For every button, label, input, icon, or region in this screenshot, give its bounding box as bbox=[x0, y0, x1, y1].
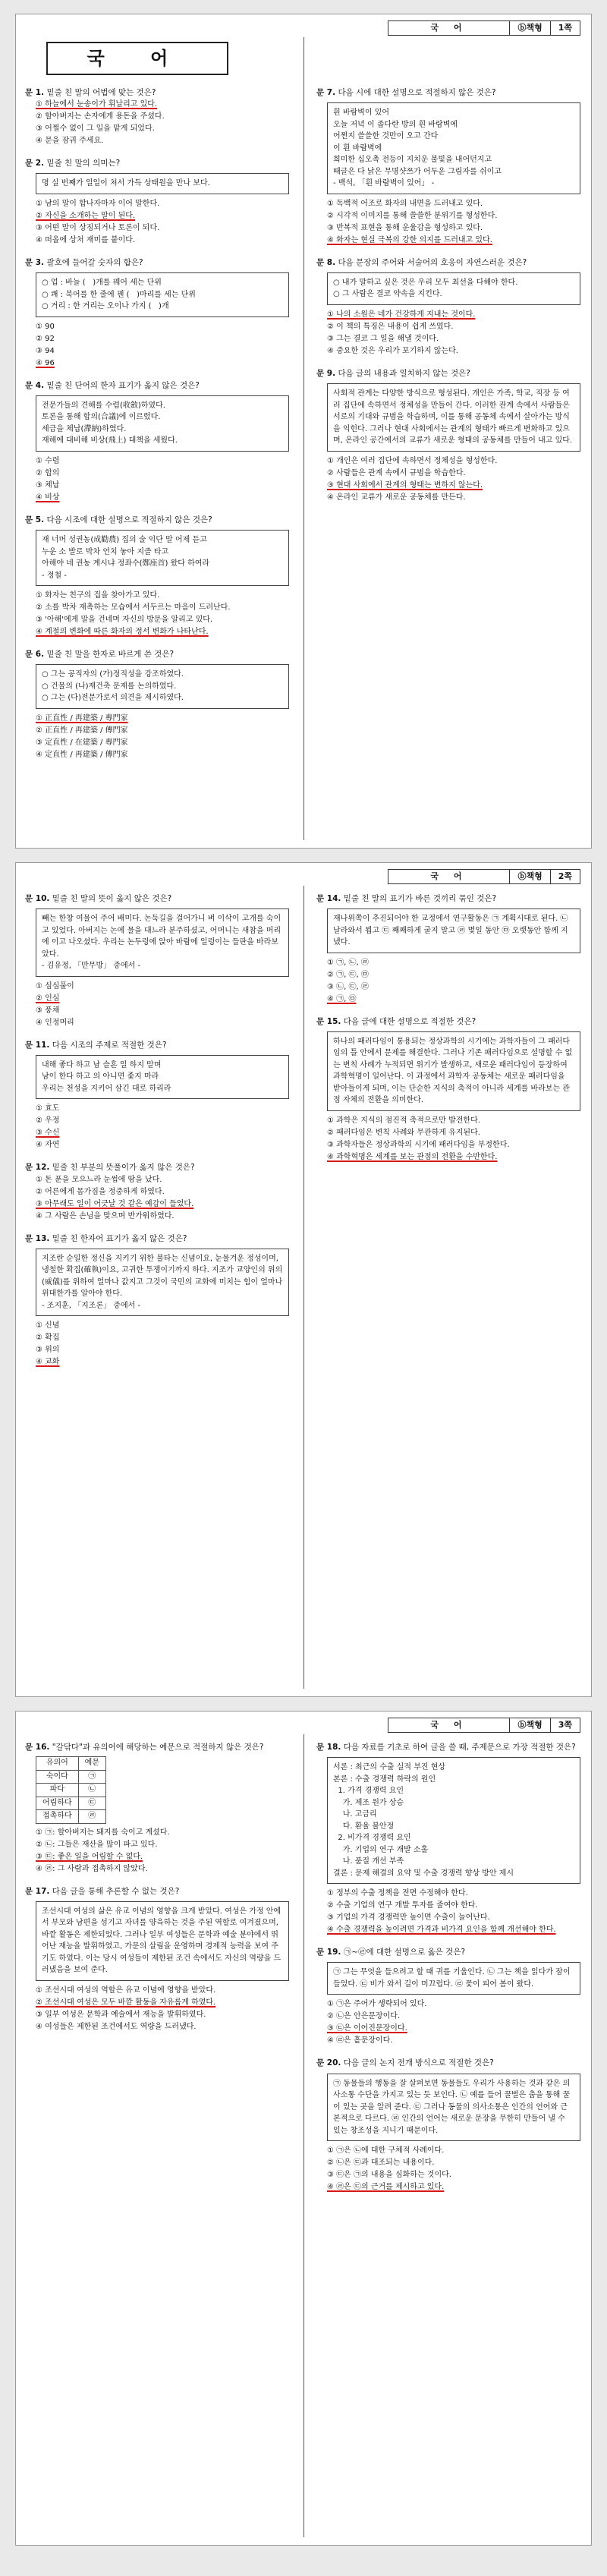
question-19 bbox=[316, 1947, 580, 2047]
answer-option-2[interactable]: ② 자신을 소개하는 말이 된다. bbox=[36, 211, 136, 220]
answer-option-1[interactable]: ① 조선시대 여성의 역할은 유교 이념에 영향을 받았다. bbox=[36, 1986, 216, 1995]
passage-box: 서론 : 최근의 수출 실적 부진 현상 본론 : 수출 경쟁력 하락의 원인 1. 가격 경쟁력 요인 가. 제조 원가 상승 나. 고금리 다. 환율 불안정 2. 비가격 경쟁력 요인 가. 기업의 연구 개발 소홀 나. 품질 개선 부족 결론 : 문제 해결의 요약 및 수출 경쟁력 향상 방안 제시 bbox=[327, 1757, 580, 1884]
table-cell: 파다 bbox=[36, 1784, 79, 1797]
answer-option-2[interactable]: ② 소를 박차 재촉하는 모습에서 서두르는 마음이 드러난다. bbox=[36, 603, 231, 613]
answer-option-3[interactable]: ③ 어떤 말이 상징되거나 토론이 되다. bbox=[36, 223, 160, 232]
question-13 bbox=[25, 1233, 289, 1369]
question-number: 문 18. bbox=[316, 1743, 341, 1752]
exam-page-1 bbox=[15, 14, 592, 849]
header-subject: 국 어 bbox=[388, 870, 510, 883]
table-header-cell: 예문 bbox=[78, 1757, 105, 1771]
question-stem: 밑줄 친 말의 표기가 바른 것끼리 묶인 것은? bbox=[343, 894, 497, 903]
question-number: 문 7. bbox=[316, 88, 336, 97]
question-18 bbox=[316, 1742, 580, 1936]
question-6 bbox=[25, 649, 289, 761]
answer-option-1[interactable]: ① 개인은 여러 집단에 속하면서 정체성을 형성한다. bbox=[327, 456, 498, 465]
question-text bbox=[25, 257, 289, 269]
answer-option-2[interactable]: ② 우정 bbox=[36, 1116, 60, 1126]
question-text bbox=[316, 87, 580, 99]
question-stem: 다음 시조에 대한 설명으로 적절하지 않은 것은? bbox=[46, 515, 212, 524]
question-9 bbox=[316, 368, 580, 504]
column-left bbox=[25, 1742, 289, 2044]
question-number: 문 6. bbox=[25, 650, 45, 660]
answer-option-4[interactable]: ④ 인정머리 bbox=[36, 1018, 74, 1027]
question-stem: 밑줄 친 단어의 한자 표기가 옳지 않은 것은? bbox=[46, 380, 200, 390]
answer-option-3[interactable]: ③ 현대 사회에서 관계의 형태는 변하지 않는다. bbox=[327, 480, 483, 490]
answer-option-4[interactable]: ④ 온라인 교류가 새로운 공동체를 만든다. bbox=[327, 493, 466, 502]
answer-option-1[interactable]: ① ㉠, ㉡, ㉣ bbox=[327, 958, 369, 967]
header-page: 3쪽 bbox=[558, 1720, 572, 1730]
answer-option-4[interactable]: ④ 과학혁명은 세계를 보는 관점의 전환을 수반한다. bbox=[327, 1152, 498, 1161]
passage-box: 지조란 순일한 정신을 지키기 위한 불타는 신념이요, 눈물겨운 정성이며, 냉철한 확집(確執)이요, 고귀한 투쟁이기까지 하다. 지조가 교양인의 위의(威儀)를 위하여 얼마나 값지고 그것이 국민의 교화에 미치는 힘이 얼마나 위대한가를 알아야 한다. - 조지훈, 「지조론」 중에서 - bbox=[36, 1249, 289, 1317]
question-text bbox=[25, 515, 289, 526]
answer-option-3[interactable]: ③ 定直性 / 在建築 / 專門家 bbox=[36, 738, 128, 747]
answer-option-1[interactable]: ① 나의 소원은 네가 건강하게 지내는 것이다. bbox=[327, 310, 476, 319]
question-stem: "갈닦다"과 유의어에 해당하는 예문으로 적절하지 않은 것은? bbox=[52, 1743, 264, 1752]
question-20 bbox=[316, 2058, 580, 2193]
answer-option-4[interactable]: ④ 교화 bbox=[36, 1358, 60, 1367]
header-form: ⓑ책형 bbox=[510, 1718, 550, 1732]
table-row bbox=[36, 1770, 106, 1784]
answer-option-4[interactable]: ④ 계절의 변화에 따른 화자의 정서 변화가 나타난다. bbox=[36, 628, 209, 637]
question-number: 문 8. bbox=[316, 257, 336, 267]
question-16 bbox=[25, 1742, 289, 1875]
table-cell: 숙이다 bbox=[36, 1770, 79, 1784]
answer-option-1[interactable]: ① 정부의 수출 정책을 전면 수정해야 한다. bbox=[327, 1889, 468, 1898]
answer-option-1[interactable]: ① 90 bbox=[36, 322, 55, 331]
header-form: ⓑ책형 bbox=[510, 870, 550, 883]
question-stem: 다음 글에 대한 설명으로 적절한 것은? bbox=[343, 1016, 476, 1026]
answer-option-1[interactable]: ① 화자는 친구의 집을 찾아가고 있다. bbox=[36, 591, 160, 600]
question-7 bbox=[316, 87, 580, 247]
answer-option-4[interactable]: ④ ㉣: 그 사람과 접촉하지 않았다. bbox=[36, 1864, 148, 1873]
answer-option-2[interactable]: ② ㉡은 안은문장이다. bbox=[327, 2012, 401, 2021]
question-3 bbox=[25, 257, 289, 370]
passage-box: ○ 그는 공직자의 (가)정직성을 강조하였다. ○ 건물의 (나)재건축 문제를 논의하였다. ○ 그는 (다)전문가로서 의견을 제시하였다. bbox=[36, 664, 289, 709]
answer-option-3[interactable]: ③ 위의 bbox=[36, 1346, 60, 1355]
answer-option-4[interactable]: ④ ㉣은 ㉢의 근거를 제시하고 있다. bbox=[327, 2183, 445, 2192]
table-cell: ㉡ bbox=[78, 1784, 105, 1797]
answer-option-2[interactable]: ② 수출 기업의 연구 개발 투자를 줄여야 한다. bbox=[327, 1901, 478, 1910]
table-row bbox=[36, 1810, 106, 1824]
question-number: 문 3. bbox=[25, 257, 45, 267]
table-cell: 어림하다 bbox=[36, 1797, 79, 1810]
answer-option-3[interactable]: ③ 아무래도 일이 어긋날 것 같은 예감이 들었다. bbox=[36, 1199, 194, 1208]
passage-box: 재 너머 성권농(成勸農) 집의 술 익단 말 어제 듣고 누운 소 발로 박차 언치 놓아 지즐 타고 아해야 네 권농 계시냐 정좌수(鄭座首) 왔다 하여라 - 정철 - bbox=[36, 530, 289, 586]
question-text bbox=[316, 1947, 580, 1958]
answer-option-4[interactable]: ④ ㉣은 홑문장이다. bbox=[327, 2036, 393, 2045]
question-text bbox=[25, 1233, 289, 1245]
question-1 bbox=[25, 87, 289, 147]
header-subject: 국 어 bbox=[388, 21, 510, 35]
question-number: 문 15. bbox=[316, 1016, 341, 1026]
exam-page-3 bbox=[15, 1711, 592, 2546]
question-number: 문 16. bbox=[25, 1743, 50, 1752]
answer-option-3[interactable]: ③ 풍채 bbox=[36, 1006, 60, 1015]
question-number: 문 19. bbox=[316, 1948, 341, 1957]
answer-option-1[interactable]: ① ㉠: 할아버지는 돼지를 숙이고 계셨다. bbox=[36, 1828, 170, 1837]
answer-option-1[interactable]: ① 하늘에서 눈송이가 휘날리고 있다. bbox=[36, 100, 158, 109]
header-form: ⓑ책형 bbox=[510, 21, 550, 35]
question-number: 문 2. bbox=[25, 159, 45, 168]
question-stem: 밑줄 친 말의 어법에 맞는 것은? bbox=[46, 88, 156, 97]
question-stem: 다음 시조의 주제로 적절한 것은? bbox=[52, 1040, 167, 1050]
table-cell: ㉠ bbox=[78, 1770, 105, 1784]
table-cell: ㉣ bbox=[78, 1810, 105, 1824]
passage-box: ㉠ 그는 무엇을 들으려고 할 때 귀를 기울인다. ㉡ 그는 책을 읽다가 잠이 들었다. ㉢ 비가 와서 길이 미끄럽다. ㉣ 꽃이 피어 봄이 왔다. bbox=[327, 1962, 580, 1995]
answer-option-3[interactable]: ③ 94 bbox=[36, 346, 55, 355]
question-stem: 밑줄 친 부분의 뜻풀이가 옳지 않은 것은? bbox=[52, 1163, 195, 1173]
answer-option-2[interactable]: ② 92 bbox=[36, 334, 55, 343]
page-header bbox=[388, 869, 580, 884]
question-stem: ㉠~㉣에 대한 설명으로 옳은 것은? bbox=[343, 1948, 466, 1957]
table-cell: ㉢ bbox=[78, 1797, 105, 1810]
answer-option-3[interactable]: ③ 수신 bbox=[36, 1129, 60, 1138]
passage-box: 명 실 번째가 일일이 쳐서 가득 상태원을 만나 보다. bbox=[36, 173, 289, 194]
synonym-table bbox=[36, 1756, 106, 1824]
question-text bbox=[25, 893, 289, 905]
passage-box: 조선시대 여성의 삶은 유교 이념의 영향을 크게 받았다. 여성은 가정 안에서 부모와 남편을 섬기고 자녀를 양육하는 것을 주된 역할로 여겨졌으며, 바깥 활동은 제한되었다. 그러나 일부 여성들은 문학과 예술 분야에서 뛰어난 재능을 발휘하였고, 가문의 살림을 운영하며 경제적 능력을 보여 주기도 하였다. 이는 당시 여성들이 제한된 조건 속에서도 자신의 역량을 드러냈음을 보여 준다. bbox=[36, 1901, 289, 1981]
question-stem: 밑줄 친 말의 뜻이 옳지 않은 것은? bbox=[52, 894, 172, 903]
question-text bbox=[25, 649, 289, 660]
passage-box: 빼는 한창 여물어 주어 배미다. 논둑길을 걸어가니 벼 이삭이 고개를 숙이고 있었다. 아버지는 논에 물을 대느라 분주하셨고, 어머니는 새참을 머리에 이고 나오셨다. 우리는 논두렁에 앉아 바람에 일렁이는 들판을 바라보았다. - 김유정, 「만무방」 중에서 - bbox=[36, 909, 289, 977]
column-left bbox=[25, 893, 289, 1379]
question-text bbox=[25, 87, 289, 99]
passage-box: 흰 바람벽이 있어 오늘 저녁 이 좁다란 방의 흰 바람벽에 어쩐지 쓸쓸한 것만이 오고 간다 이 흰 바람벽에 희미한 십오촉 전등이 지치운 불빛을 내어던지고 때글은 다 낡은 무명샷쯔가 어두운 그림자를 쉬이고 - 백석, 「흰 바람벽이 있어」 - bbox=[327, 102, 580, 194]
question-text bbox=[25, 1742, 289, 1753]
question-stem: 다음 시에 대한 설명으로 적절하지 않은 것은? bbox=[338, 88, 496, 97]
answer-option-4[interactable]: ④ 떠올에 상처 재미를 붙이다. bbox=[36, 235, 136, 244]
answer-option-2[interactable]: ② 조선시대 여성은 모두 바깥 활동을 자유롭게 하였다. bbox=[36, 1998, 216, 2007]
question-number: 문 10. bbox=[25, 894, 50, 903]
column-right bbox=[316, 87, 580, 515]
header-subject: 국 어 bbox=[388, 1718, 510, 1732]
answer-option-1[interactable]: ① 심심풀이 bbox=[36, 981, 74, 990]
answer-option-3[interactable]: ③ 어쩔수 없이 그 일을 맡게 되었다. bbox=[36, 124, 155, 134]
question-8 bbox=[316, 257, 580, 357]
question-11 bbox=[25, 1040, 289, 1152]
question-number: 문 13. bbox=[25, 1233, 50, 1243]
answer-option-2[interactable]: ② 합의 bbox=[36, 468, 60, 477]
question-text bbox=[316, 1016, 580, 1028]
answer-option-2[interactable]: ② 인심 bbox=[36, 994, 60, 1003]
answer-option-4[interactable]: ④ ㉠, ㉤ bbox=[327, 994, 357, 1003]
table-header-row bbox=[36, 1757, 106, 1771]
table-header-cell: 유의어 bbox=[36, 1757, 79, 1771]
question-text bbox=[25, 1162, 289, 1173]
question-text bbox=[316, 893, 580, 905]
question-number: 문 20. bbox=[316, 2058, 341, 2068]
question-text bbox=[316, 368, 580, 379]
answer-option-1[interactable]: ① 正直性 / 再建築 / 專門家 bbox=[36, 713, 128, 723]
passage-box: ○ 업 : 바늘 ( )개를 꿰어 세는 단위 ○ 쾌 : 북어를 한 줄에 꿴 ( )마리를 세는 단위 ○ 거리 : 한 거리는 오이나 가지 ( )개 bbox=[36, 272, 289, 317]
answer-option-3[interactable]: ③ 일부 여성은 문학과 예술에서 재능을 발휘하였다. bbox=[36, 2010, 206, 2019]
passage-box: 내해 좋다 하고 남 슬흔 일 하지 말며 남이 한다 하고 의 아니면 좇지 마라 우리는 천성을 지키어 삼긴 대로 하리라 bbox=[36, 1055, 289, 1100]
answer-option-4[interactable]: ④ 중요한 것은 우리가 포기하지 않는다. bbox=[327, 346, 458, 355]
question-stem: 괄호에 들어갈 숫자의 합은? bbox=[46, 257, 143, 267]
question-5 bbox=[25, 515, 289, 638]
question-number: 문 14. bbox=[316, 894, 341, 903]
question-text bbox=[316, 1742, 580, 1753]
question-2 bbox=[25, 158, 289, 247]
answer-option-1[interactable]: ① ㉠은 주어가 생략되어 있다. bbox=[327, 2000, 427, 2009]
question-text bbox=[25, 1040, 289, 1051]
answer-option-2[interactable]: ② ㉡: 그들은 재산을 많이 파고 있다. bbox=[36, 1840, 158, 1849]
question-number: 문 12. bbox=[25, 1163, 50, 1173]
question-stem: 다음 문장의 주어와 서술어의 호응이 자연스러운 것은? bbox=[338, 257, 527, 267]
exam-title: 국 어 bbox=[46, 42, 228, 75]
passage-box: ㉠ 동물들의 행동을 잘 살펴보면 동물들도 우리가 사용하는 것과 같은 의사소통 수단을 가지고 있는 듯 보인다. ㉡ 예를 들어 꿀벌은 춤을 통해 꿀이 있는 곳을 알려 준다. ㉢ 그러나 동물의 의사소통은 인간의 언어와 근본적으로 다르다. ㉣ 인간의 언어는 새로운 문장을 무한히 만들어 낼 수 있는 창조성을 지니기 때문이다. bbox=[327, 2074, 580, 2142]
question-number: 문 4. bbox=[25, 380, 45, 390]
question-10 bbox=[25, 893, 289, 1029]
answer-option-4[interactable]: ④ 화자는 현실 극복의 강한 의지를 드러내고 있다. bbox=[327, 235, 492, 244]
answer-option-3[interactable]: ③ 체납 bbox=[36, 480, 60, 490]
header-page: 1쪽 bbox=[558, 23, 572, 33]
answer-option-2[interactable]: ② 패러다임은 변칙 사례와 무관하게 유지된다. bbox=[327, 1128, 480, 1137]
answer-option-2[interactable]: ② ㉠, ㉢, ㉤ bbox=[327, 970, 369, 979]
passage-box: 재나위쪽이 추진되어야 한 교정에서 연구활동은 ㉠ 계획시대로 된다. ㉡ 날라와서 뵙고 ㉢ 째째하게 굴지 말고 ㉣ 몇일 동안 ㉤ 오랫동안 함께 지냈다. bbox=[327, 909, 580, 953]
answer-option-1[interactable]: ① 신념 bbox=[36, 1321, 60, 1331]
table-row bbox=[36, 1784, 106, 1797]
answer-option-1[interactable]: ① 돈 푼을 모으느라 눈썹에 땀을 났다. bbox=[36, 1175, 162, 1184]
answer-option-3[interactable]: ③ 그는 결코 그 일을 해낼 것이다. bbox=[327, 334, 439, 343]
column-right bbox=[316, 1742, 580, 2204]
question-15 bbox=[316, 1016, 580, 1164]
question-text bbox=[25, 380, 289, 392]
question-stem: 밑줄 친 한자어 표기가 옳지 않은 것은? bbox=[52, 1233, 187, 1243]
answer-option-3[interactable]: ③ ㉢은 ㉠의 내용을 심화하는 것이다. bbox=[327, 2171, 451, 2180]
answer-option-2[interactable]: ② 확집 bbox=[36, 1334, 60, 1343]
question-text bbox=[25, 1886, 289, 1897]
question-4 bbox=[25, 380, 289, 504]
page-header bbox=[388, 20, 580, 36]
question-text bbox=[316, 2058, 580, 2069]
answer-option-3[interactable]: ③ ㉢은 이어진문장이다. bbox=[327, 2024, 407, 2033]
answer-option-3[interactable]: ③ 기업의 가격 경쟁력만 높이면 수출이 늘어난다. bbox=[327, 1913, 490, 1923]
page-header bbox=[388, 1718, 580, 1733]
passage-box: 전문가들의 견해를 수렴(收斂)하였다. 토론을 통해 합의(合議)에 이르렀다. 세금을 체납(滯納)하였다. 재해에 대비해 비상(飛上) 대책을 세웠다. bbox=[36, 395, 289, 452]
answer-option-1[interactable]: ① 수렴 bbox=[36, 456, 60, 465]
question-number: 문 17. bbox=[25, 1886, 50, 1896]
answer-option-4[interactable]: ④ 定直性 / 再建築 / 傳門家 bbox=[36, 750, 128, 759]
question-number: 문 1. bbox=[25, 88, 45, 97]
answer-option-4[interactable]: ④ 96 bbox=[36, 358, 55, 367]
passage-box: 하나의 패러다임이 통용되는 정상과학의 시기에는 과학자들이 그 패러다임의 틀 안에서 문제를 해결한다. 그러나 기존 패러다임으로 설명할 수 없는 변칙 사례가 누적되면 위기가 발생하고, 새로운 패러다임이 등장하여 과학혁명이 일어난다. 이 과정에서 과학자 공동체는 새로운 패러다임을 받아들이게 되며, 이는 단순한 지식의 축적이 아니라 세계를 바라보는 관점 자체의 전환을 의미한다. bbox=[327, 1031, 580, 1111]
header-page: 2쪽 bbox=[558, 871, 572, 881]
column-left bbox=[25, 87, 289, 772]
answer-option-2[interactable]: ② 이 책의 특징은 내용이 쉽게 쓰였다. bbox=[327, 322, 454, 331]
answer-option-1[interactable]: ① 효도 bbox=[36, 1104, 60, 1113]
answer-option-4[interactable]: ④ 자연 bbox=[36, 1141, 60, 1150]
question-text bbox=[25, 158, 289, 169]
table-cell: 접촉하다 bbox=[36, 1810, 79, 1824]
question-14 bbox=[316, 893, 580, 1006]
answer-option-2[interactable]: ② 사람들은 관계 속에서 규범을 학습한다. bbox=[327, 468, 466, 477]
answer-option-1[interactable]: ① 독백적 어조로 화자의 내면을 드러내고 있다. bbox=[327, 199, 483, 208]
question-number: 문 11. bbox=[25, 1040, 50, 1050]
answer-option-4[interactable]: ④ 여성들은 제한된 조건에서도 역량을 드러냈다. bbox=[36, 2022, 197, 2031]
column-right bbox=[316, 893, 580, 1174]
question-number: 문 9. bbox=[316, 368, 336, 378]
answer-option-4[interactable]: ④ 비상 bbox=[36, 493, 60, 502]
answer-option-2[interactable]: ② 시각적 이미지를 통해 쓸쓸한 분위기를 형성한다. bbox=[327, 211, 498, 220]
question-stem: 다음 글을 통해 추론할 수 없는 것은? bbox=[52, 1886, 180, 1896]
answer-option-2[interactable]: ② 正直性 / 再建築 / 傳門家 bbox=[36, 726, 128, 735]
question-stem: 다음 글의 내용과 일치하지 않는 것은? bbox=[338, 368, 470, 378]
answer-option-3[interactable]: ③ ㉢: 좋은 일을 어림할 수 없다. bbox=[36, 1852, 143, 1861]
answer-option-1[interactable]: ① ㉠은 ㉡에 대한 구체적 사례이다. bbox=[327, 2146, 445, 2156]
table-row bbox=[36, 1797, 106, 1810]
answer-option-1[interactable]: ① 남의 말이 합나자마자 이어 말한다. bbox=[36, 199, 160, 208]
answer-option-4[interactable]: ④ 수출 경쟁력을 높이려면 가격과 비가격 요인을 함께 개선해야 한다. bbox=[327, 1926, 556, 1935]
answer-option-3[interactable]: ③ 과학자들은 정상과학의 시기에 패러다임을 부정한다. bbox=[327, 1140, 510, 1149]
question-number: 문 5. bbox=[25, 515, 45, 524]
passage-box: 사회적 관계는 다양한 방식으로 형성된다. 개인은 가족, 학교, 직장 등 여러 집단에 속하면서 정체성을 만들어 간다. 이러한 관계 속에서 사람들은 서로의 기대와 규범을 학습하며, 이를 통해 공동체 속에서 살아가는 방식을 익힌다. 그러나 현대 사회에서는 관계의 형태가 빠르게 변화하고 있으며, 온라인 공간에서의 교류가 새로운 형태의 공동체를 만들어 내고 있다. bbox=[327, 383, 580, 452]
answer-option-1[interactable]: ① 과학은 지식의 점진적 축적으로만 발전한다. bbox=[327, 1116, 480, 1125]
question-12 bbox=[25, 1162, 289, 1222]
question-17 bbox=[25, 1886, 289, 2033]
question-stem: 밑줄 친 말의 의미는? bbox=[46, 159, 121, 168]
passage-box: ○ 내가 말하고 싶은 것은 우리 모두 최선을 다해야 한다. ○ 그 사람은 결코 약속을 지킨다. bbox=[327, 272, 580, 305]
question-stem: 다음 자료를 기초로 하여 글을 쓸 때, 주제문으로 가장 적절한 것은? bbox=[343, 1743, 576, 1752]
question-stem: 다음 글의 논지 전개 방식으로 적절한 것은? bbox=[343, 2058, 494, 2068]
answer-option-2[interactable]: ② 할아버지는 손자에게 용돈을 주셨다. bbox=[36, 112, 165, 121]
answer-option-3[interactable]: ③ '아해'에게 말을 건네며 자신의 방문을 알리고 있다. bbox=[36, 616, 213, 625]
exam-page-2 bbox=[15, 862, 592, 1697]
answer-option-2[interactable]: ② 어른에게 몸가짐을 정중하게 하였다. bbox=[36, 1187, 165, 1196]
answer-option-4[interactable]: ④ 그 사람은 손님을 맞으며 반가워하였다. bbox=[36, 1211, 175, 1220]
question-stem: 밑줄 친 말을 한자로 바르게 쓴 것은? bbox=[46, 650, 175, 660]
answer-option-3[interactable]: ③ ㉡, ㉢, ㉣ bbox=[327, 982, 369, 991]
answer-option-4[interactable]: ④ 문을 잠궈 주세요. bbox=[36, 137, 104, 146]
answer-option-3[interactable]: ③ 반복적 표현을 통해 운율감을 형성하고 있다. bbox=[327, 223, 483, 232]
question-text bbox=[316, 257, 580, 269]
answer-option-2[interactable]: ② ㉡은 ㉢과 대조되는 내용이다. bbox=[327, 2159, 435, 2168]
